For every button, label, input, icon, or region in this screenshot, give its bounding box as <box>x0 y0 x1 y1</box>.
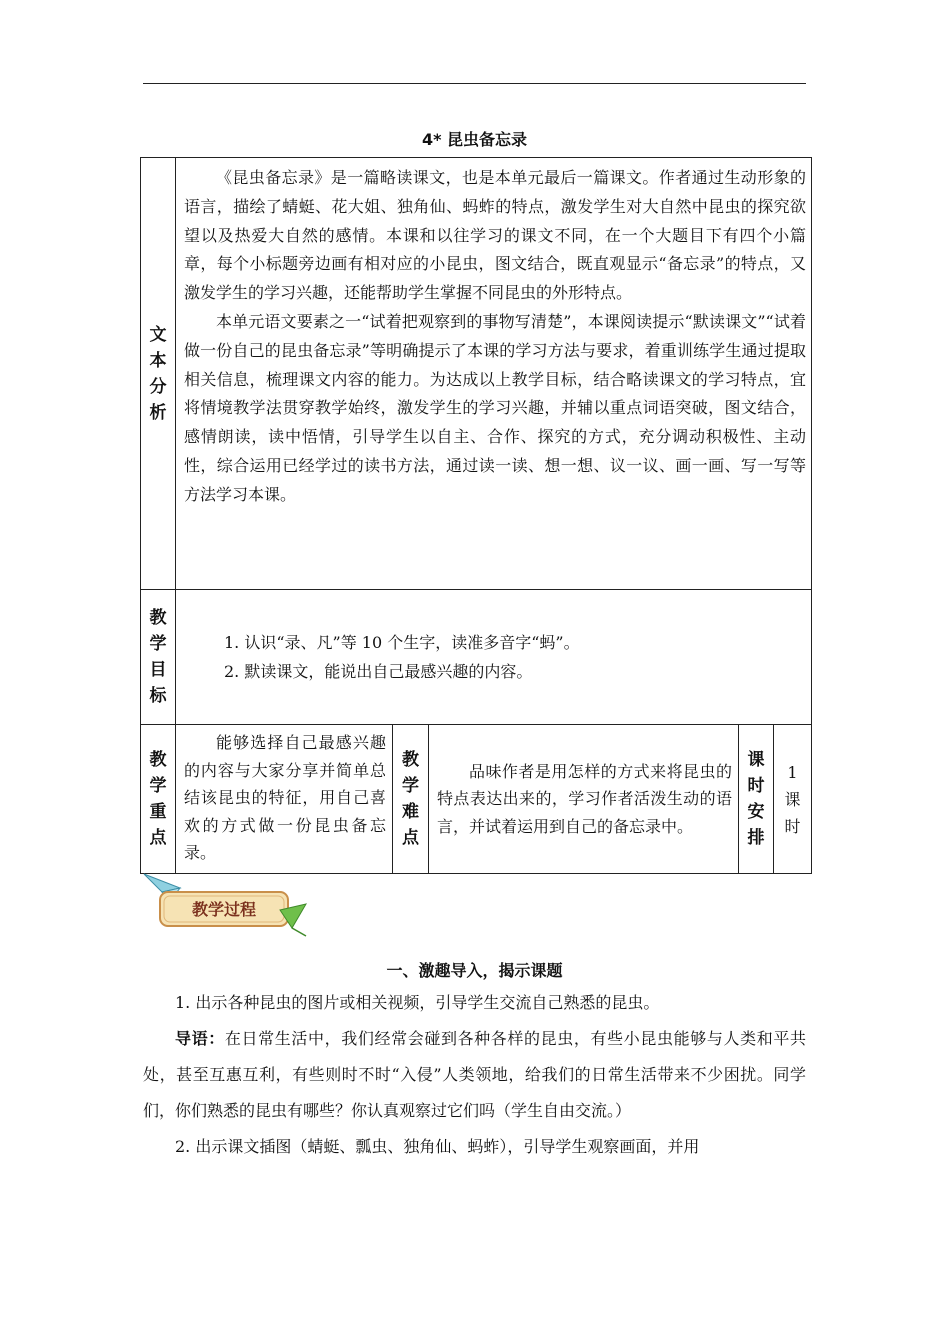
analysis-paragraph: 本单元语文要素之一“试着把观察到的事物写清楚”，本课阅读提示“默读课文”“试着做一份自己的昆虫备忘录”等明确提示了本课的学习方法与要求，着重训练学生通过提取相关信息，梳理课文内容的能力。为达成以上教学目标，结合略读课文的学习特点，宜将情境教学法贯穿教学始终，激发学生的学习兴趣，并辅以重点词语突破，图文结合，感情朗读，读中悟情，引导学生以自主、合作、探究的方式，充分调动积极性、主动性，综合运用已经学过的读书方法，通过读一读、想一想、议一议、画一画、写一写等方法学习本课。 <box>184 311 807 504</box>
page-title: 4* 昆虫备忘录 <box>421 130 528 149</box>
content-paragraph: 导语：在日常生活中，我们经常会碰到各种各样的昆虫，有些小昆虫能够与人类和平共处，甚至互惠互利，有些则时不时“入侵”人类领地，给我们的日常生活带来不少困扰。同学们，你们熟悉的昆虫有哪些？你认真观察过它们吗（学生自由交流。） <box>143 1029 806 1120</box>
lesson-plan-table <box>140 157 812 874</box>
analysis-label: 文 本 分 析 <box>141 158 176 590</box>
schedule-value: 1 课 时 <box>774 725 812 874</box>
focus-row <box>141 725 812 874</box>
section-content <box>143 985 806 1165</box>
top-rule <box>143 83 806 84</box>
goal-item: 2. 默读课文，能说出自己最感兴趣的内容。 <box>224 662 533 681</box>
difficulty-text: 品味作者是用怎样的方式来将昆虫的特点表达出来的，学习作者活泼生动的语言，并试着运用到自己的备忘录中。 <box>429 725 739 874</box>
analysis-text <box>176 158 812 590</box>
content-paragraph: 1. 出示各种昆虫的图片或相关视频，引导学生交流自己熟悉的昆虫。 <box>175 993 660 1012</box>
analysis-row <box>141 158 812 590</box>
goals-label: 教 学 目 标 <box>141 590 176 725</box>
guide-label: 导语： <box>175 1029 225 1048</box>
teaching-process-badge <box>140 870 310 940</box>
focus-label: 教 学 重 点 <box>141 725 176 874</box>
goal-item: 1. 认识“录、凡”等 10 个生字，读准多音字“蚂”。 <box>224 633 580 652</box>
schedule-label: 课 时 安 排 <box>739 725 774 874</box>
goals-row <box>141 590 812 725</box>
badge-text: 教学过程 <box>191 900 257 919</box>
analysis-paragraph: 《昆虫备忘录》是一篇略读课文，也是本单元最后一篇课文。作者通过生动形象的语言，描绘了蜻蜓、花大姐、独角仙、蚂蚱的特点，激发学生对大自然中昆虫的探究欲望以及热爱大自然的感情。本课和以往学习的课文不同，在一个大题目下有四个小篇章，每个小标题旁边画有相对应的小昆虫，图文结合，既直观显示“备忘录”的特点，又激发学生的学习兴趣，还能帮助学生掌握不同昆虫的外形特点。 <box>184 168 807 303</box>
difficulty-label: 教 学 难 点 <box>393 725 429 874</box>
section-heading: 一、激趣导入，揭示课题 <box>386 961 563 980</box>
goals-list <box>176 590 812 725</box>
content-paragraph: 2. 出示课文插图（蜻蜓、瓢虫、独角仙、蚂蚱），引导学生观察画面，并用 <box>175 1137 700 1156</box>
focus-text: 能够选择自己最感兴趣的内容与大家分享并简单总结该昆虫的特征，用自己喜欢的方式做一份昆虫备忘录。 <box>176 725 393 874</box>
